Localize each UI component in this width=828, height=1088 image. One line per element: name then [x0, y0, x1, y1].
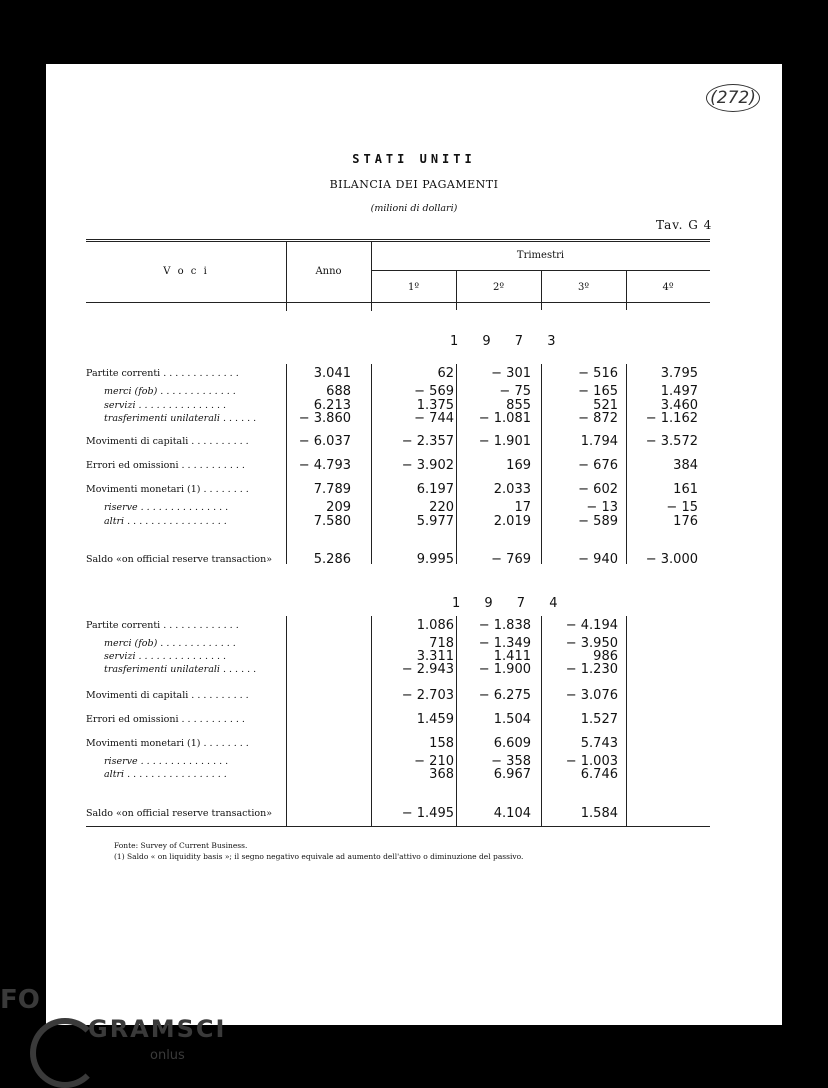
cell-errori-q4: 384 — [673, 458, 698, 473]
row-label-monetari: Movimenti monetari (1) . . . . . . . . — [86, 738, 249, 749]
cell-monetari-q3: 5.743 — [580, 736, 618, 751]
cell-errori-q2: 169 — [506, 458, 531, 473]
cell-servizi-q2: 855 — [506, 398, 531, 413]
cell-merci-q3: − 3.950 — [565, 636, 618, 651]
row-label-altri: altri . . . . . . . . . . . . . . . . . — [104, 769, 227, 780]
row-label-riserve: riserve . . . . . . . . . . . . . . . — [104, 502, 229, 513]
table-top-rule — [86, 239, 710, 240]
header-trimestri: Trimestri — [516, 250, 565, 261]
footnote-1: (1) Saldo « on liquidity basis »; il segno negativo equivale ad aumento dell'attivo o diminuzione del passivo. — [114, 852, 524, 861]
header-bottom-rule — [86, 302, 710, 303]
cell-partite-anno: 3.041 — [313, 366, 351, 381]
cell-servizi-q1: 1.375 — [416, 398, 454, 413]
cell-partite-q2: − 1.838 — [478, 618, 531, 633]
col-divider-1974 — [286, 616, 287, 826]
cell-riserve-q2: − 358 — [491, 754, 531, 769]
cell-trasferimenti-q3: − 872 — [578, 411, 618, 426]
cell-monetari-q1: 158 — [429, 736, 454, 751]
cell-merci-q4: 1.497 — [660, 384, 698, 399]
cell-saldo-q3: 1.584 — [580, 806, 618, 821]
cell-partite-q1: 62 — [437, 366, 454, 381]
watermark-text: onlus — [150, 1048, 185, 1063]
row-label-saldo: Saldo «on official reserve transaction» — [86, 554, 273, 565]
cell-trasferimenti-q1: − 744 — [414, 411, 454, 426]
row-label-merci: merci (fob) . . . . . . . . . . . . . — [104, 638, 236, 649]
cell-altri-q1: 368 — [429, 767, 454, 782]
cell-servizi-q1: 3.311 — [416, 649, 454, 664]
cell-saldo-q3: − 940 — [578, 552, 618, 567]
document-subtitle: BILANCIA DEI PAGAMENTI — [329, 178, 499, 191]
col-divider-1974 — [456, 616, 457, 826]
year-heading-1974: 1 9 7 4 — [452, 596, 568, 611]
cell-trasferimenti-q4: − 1.162 — [645, 411, 698, 426]
row-label-capitali: Movimenti di capitali . . . . . . . . . . — [86, 690, 249, 701]
col-divider-1974 — [541, 616, 542, 826]
cell-merci-q1: 718 — [429, 636, 454, 651]
cell-riserve-anno: 209 — [326, 500, 351, 515]
header-voci: V o c i — [163, 266, 209, 277]
cell-merci-anno: 688 — [326, 384, 351, 399]
cell-saldo-q2: 4.104 — [493, 806, 531, 821]
cell-trasferimenti-q2: − 1.081 — [478, 411, 531, 426]
cell-saldo-q1: 9.995 — [416, 552, 454, 567]
header-q1: 1º — [407, 282, 420, 293]
row-label-capitali: Movimenti di capitali . . . . . . . . . . — [86, 436, 249, 447]
cell-saldo-q1: − 1.495 — [401, 806, 454, 821]
row-label-monetari: Movimenti monetari (1) . . . . . . . . — [86, 484, 249, 495]
cell-riserve-q2: 17 — [514, 500, 531, 515]
col-divider-1973 — [626, 364, 627, 564]
cell-monetari-q4: 161 — [673, 482, 698, 497]
row-label-trasferimenti: trasferimenti unilaterali . . . . . . — [104, 664, 257, 675]
footnote-source: Fonte: Survey of Current Business. — [114, 841, 248, 850]
cell-servizi-q4: 3.460 — [660, 398, 698, 413]
cell-altri-q1: 5.977 — [416, 514, 454, 529]
units-note: (milioni di dollari) — [370, 203, 458, 214]
cell-errori-anno: − 4.793 — [298, 458, 351, 473]
cell-errori-q2: 1.504 — [493, 712, 531, 727]
header-anno: Anno — [315, 266, 342, 277]
cell-trasferimenti-q1: − 2.943 — [401, 662, 454, 677]
cell-merci-q2: − 1.349 — [478, 636, 531, 651]
cell-monetari-anno: 7.789 — [313, 482, 351, 497]
page-number-stamp: (272) — [706, 84, 760, 112]
cell-servizi-anno: 6.213 — [313, 398, 351, 413]
cell-errori-q3: − 676 — [578, 458, 618, 473]
cell-merci-q3: − 165 — [578, 384, 618, 399]
row-label-errori: Errori ed omissioni . . . . . . . . . . . — [86, 460, 245, 471]
cell-altri-q3: 6.746 — [580, 767, 618, 782]
watermark-text: FO — [0, 985, 40, 1015]
cell-partite-q3: − 4.194 — [565, 618, 618, 633]
cell-monetari-q2: 2.033 — [493, 482, 531, 497]
cell-capitali-q3: 1.794 — [580, 434, 618, 449]
cell-merci-q1: − 569 — [414, 384, 454, 399]
col-divider-1973 — [541, 364, 542, 564]
row-label-partite: Partite correnti . . . . . . . . . . . . . — [86, 368, 239, 379]
cell-merci-q2: − 75 — [499, 384, 531, 399]
row-label-partite: Partite correnti . . . . . . . . . . . . . — [86, 620, 239, 631]
cell-riserve-q1: − 210 — [414, 754, 454, 769]
cell-altri-q4: 176 — [673, 514, 698, 529]
cell-trasferimenti-q3: − 1.230 — [565, 662, 618, 677]
col-divider-1974 — [626, 616, 627, 826]
cell-servizi-q3: 521 — [593, 398, 618, 413]
cell-altri-anno: 7.580 — [313, 514, 351, 529]
cell-monetari-q2: 6.609 — [493, 736, 531, 751]
row-label-servizi: servizi . . . . . . . . . . . . . . . — [104, 651, 227, 662]
document-page — [46, 64, 782, 1025]
header-q3: 3º — [577, 282, 590, 293]
col-divider-1973 — [371, 364, 372, 564]
cell-riserve-q3: − 1.003 — [565, 754, 618, 769]
cell-partite-q4: 3.795 — [660, 366, 698, 381]
cell-partite-q3: − 516 — [578, 366, 618, 381]
cell-monetari-q3: − 602 — [578, 482, 618, 497]
cell-capitali-q3: − 3.076 — [565, 688, 618, 703]
cell-servizi-q2: 1.411 — [493, 649, 531, 664]
cell-errori-q1: 1.459 — [416, 712, 454, 727]
row-label-errori: Errori ed omissioni . . . . . . . . . . . — [86, 714, 245, 725]
table-top-rule-double — [86, 241, 710, 242]
row-label-saldo: Saldo «on official reserve transaction» — [86, 808, 273, 819]
cell-partite-q1: 1.086 — [416, 618, 454, 633]
row-label-riserve: riserve . . . . . . . . . . . . . . . — [104, 756, 229, 767]
cell-riserve-q1: 220 — [429, 500, 454, 515]
cell-riserve-q4: − 15 — [666, 500, 698, 515]
col-divider-1974 — [371, 616, 372, 826]
col-divider-1973 — [286, 364, 287, 564]
cell-servizi-q3: 986 — [593, 649, 618, 664]
cell-errori-q1: − 3.902 — [401, 458, 454, 473]
watermark-text: GRAMSCI — [88, 1015, 227, 1043]
cell-capitali-q1: − 2.703 — [401, 688, 454, 703]
cell-altri-q2: 2.019 — [493, 514, 531, 529]
row-label-trasferimenti: trasferimenti unilaterali . . . . . . — [104, 413, 257, 424]
cell-capitali-q2: − 6.275 — [478, 688, 531, 703]
cell-partite-q2: − 301 — [491, 366, 531, 381]
cell-errori-q3: 1.527 — [580, 712, 618, 727]
row-label-servizi: servizi . . . . . . . . . . . . . . . — [104, 400, 227, 411]
header-q4: 4º — [662, 282, 674, 293]
cell-trasferimenti-q2: − 1.900 — [478, 662, 531, 677]
cell-altri-q2: 6.967 — [493, 767, 531, 782]
cell-saldo-q4: − 3.000 — [645, 552, 698, 567]
cell-trasferimenti-anno: − 3.860 — [298, 411, 351, 426]
cell-altri-q3: − 589 — [578, 514, 618, 529]
cell-capitali-q2: − 1.901 — [478, 434, 531, 449]
document-title: STATI UNITI — [352, 152, 476, 166]
row-label-altri: altri . . . . . . . . . . . . . . . . . — [104, 516, 227, 527]
cell-riserve-q3: − 13 — [586, 500, 618, 515]
year-heading-1973: 1 9 7 3 — [450, 334, 566, 349]
col-divider-1973 — [456, 364, 457, 564]
cell-saldo-q2: − 769 — [491, 552, 531, 567]
table-reference: Tav. G 4 — [656, 218, 713, 232]
cell-monetari-q1: 6.197 — [416, 482, 454, 497]
cell-capitali-anno: − 6.037 — [298, 434, 351, 449]
row-label-merci: merci (fob) . . . . . . . . . . . . . — [104, 386, 236, 397]
header-q2: 2º — [492, 282, 505, 293]
cell-capitali-q1: − 2.357 — [401, 434, 454, 449]
cell-capitali-q4: − 3.572 — [645, 434, 698, 449]
cell-saldo-anno: 5.286 — [313, 552, 351, 567]
table-bottom-rule — [86, 826, 710, 827]
